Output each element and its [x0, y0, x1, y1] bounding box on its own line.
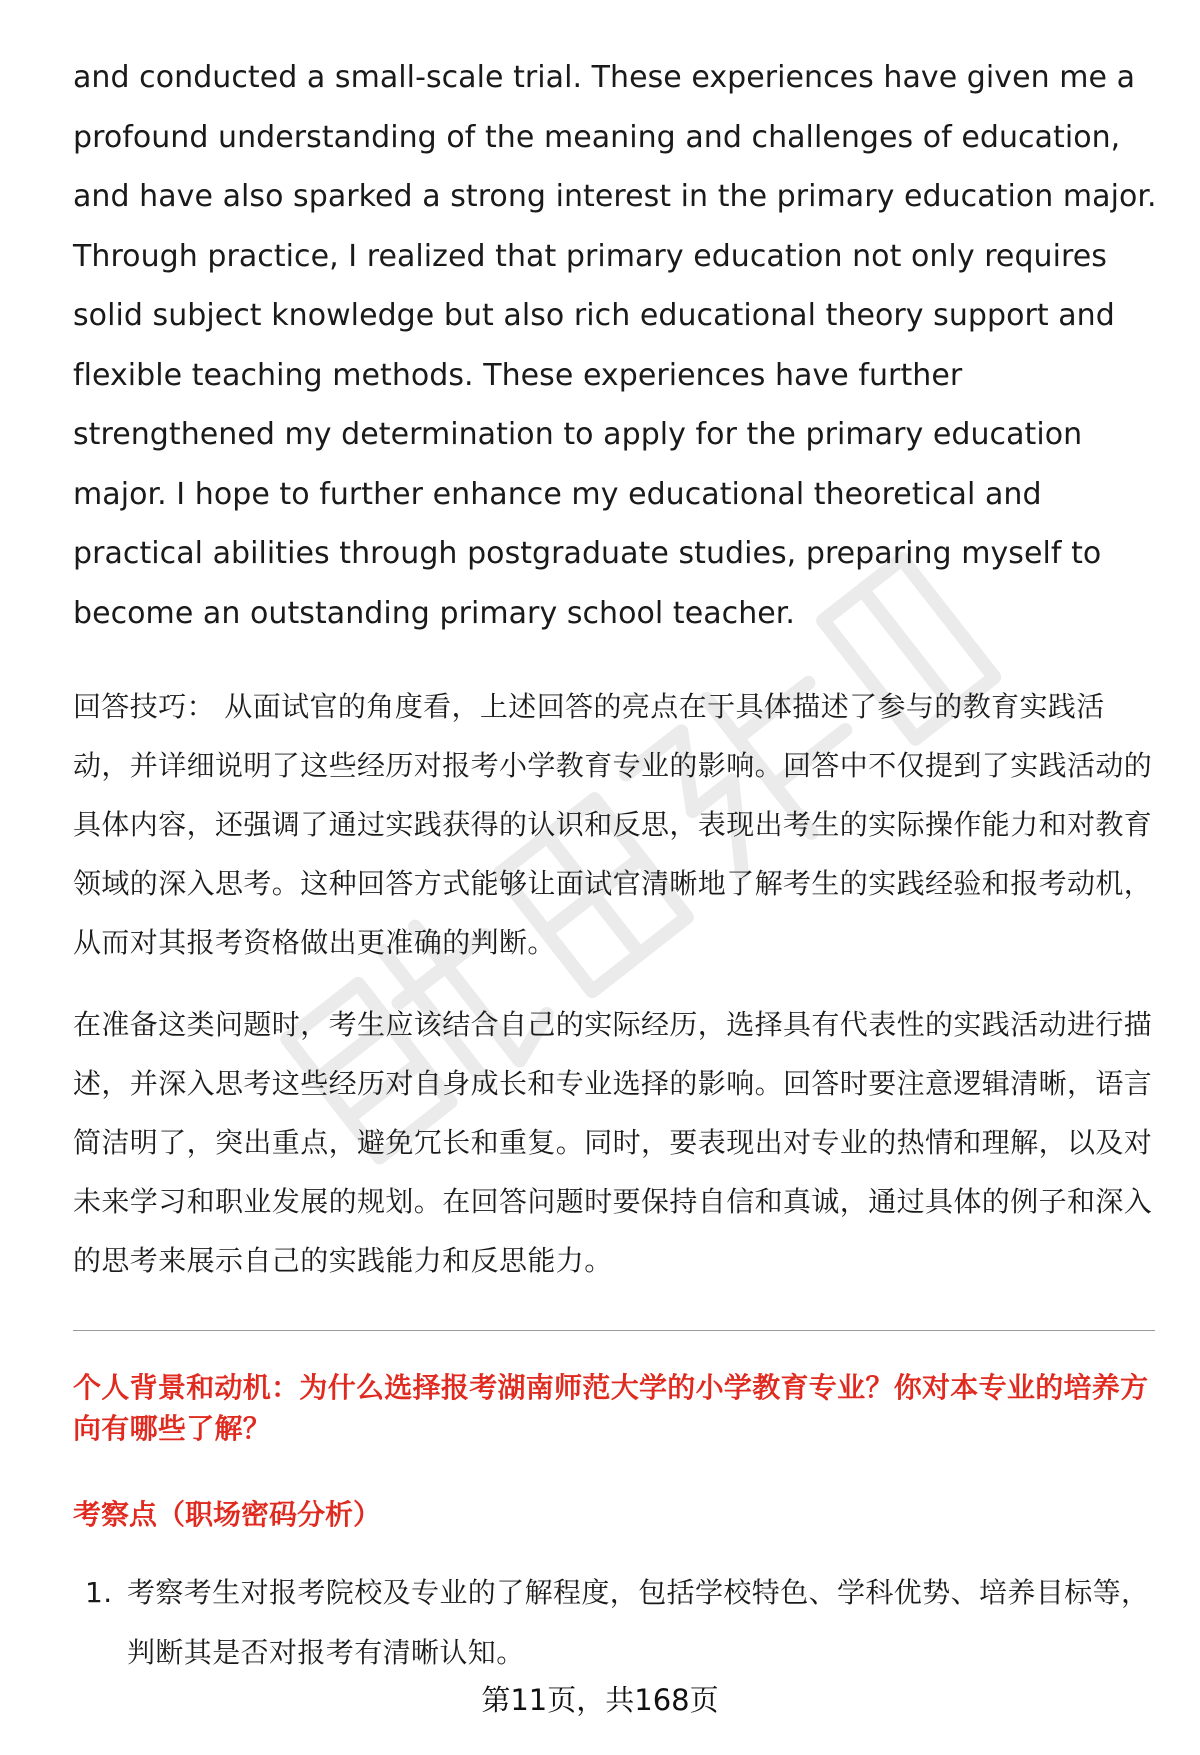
list-item: [73, 1563, 1158, 1683]
list-item-number: 1.: [85, 1576, 113, 1609]
interview-question-heading: 个人背景和动机：为什么选择报考湖南师范大学的小学教育专业？你对本专业的培养方向有哪些了解？: [73, 1371, 1149, 1445]
assessment-points-list: [73, 1563, 1158, 1683]
section-divider: [73, 1330, 1155, 1331]
english-answer-paragraph: and conducted a small-scale trial. These experiences have given me a profound understanding of the meaning and challenges of education, and have also sparked a strong interest in the primary education major. Through practice, I realized that primary education not only requires solid subject knowledge but also rich educational theory support and flexible teaching methods. These experiences have further strengthened my determination to apply for the primary education major. I hope to further enhance my educational theoretical and practical abilities through postgraduate studies, preparing myself to become an outstanding primary school teacher.: [73, 60, 1157, 631]
document-page: [73, 48, 1158, 1683]
spacer: [73, 972, 1158, 995]
assessment-points-heading: 考察点（职场密码分析）: [73, 1498, 382, 1531]
page-footer: 第11页，共168页: [481, 1683, 719, 1717]
preparation-advice-paragraph: 在准备这类问题时，考生应该结合自己的实际经历，选择具有代表性的实践活动进行描述，并深入思考这些经历对自身成长和专业选择的影响。回答时要注意逻辑清晰，语言简洁明了，突出重点，避免冗长和重复。同时，要表现出对专业的热情和理解，以及对未来学习和职业发展的规划。在回答问题时要保持自信和真诚，通过具体的例子和深入的思考来展示自己的实践能力和反思能力。: [73, 1008, 1153, 1277]
answer-tips-paragraph: 回答技巧： 从面试官的角度看，上述回答的亮点在于具体描述了参与的教育实践活动，并详细说明了这些经历对报考小学教育专业的影响。回答中不仅提到了实践活动的具体内容，还强调了通过实践获得的认识和反思，表现出考生的实际操作能力和对教育领域的深入思考。这种回答方式能够让面试官清晰地了解考生的实践经验和报考动机，从而对其报考资格做出更准确的判断。: [73, 690, 1153, 959]
list-item-text: 考察考生对报考院校及专业的了解程度，包括学校特色、学科优势、培养目标等，判断其是否对报考有清晰认知。: [127, 1576, 1150, 1669]
spacer: [73, 643, 1158, 677]
